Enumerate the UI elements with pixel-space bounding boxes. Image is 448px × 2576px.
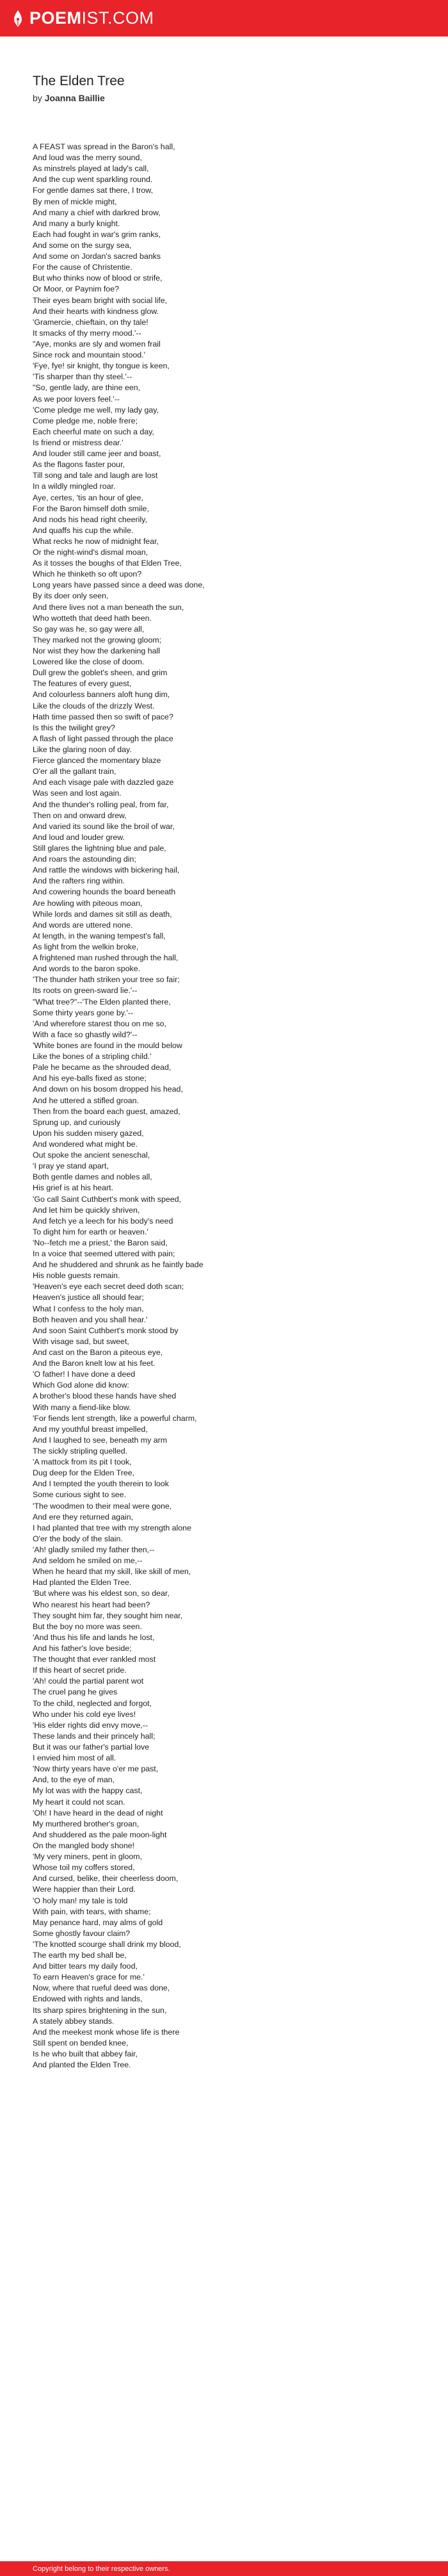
poem-line: 'The thunder hath striken your tree so fair; [33,975,180,985]
poem-body [33,142,417,2071]
poem-line: Were happier than their Lord. [33,1885,136,1894]
poem-line: Aye, certes, 'tis an hour of glee, [33,493,143,502]
poem-line: To earn Heaven's grace for me.' [33,1973,145,1982]
poem-line: For gentle dames sat there, I trow, [33,186,154,195]
poem-line: And words are uttered none. [33,920,133,930]
poem-line: 'His elder rights did envy move,-- [33,1720,148,1730]
poem-line: And the rafters ring within. [33,876,125,886]
poem-line: Are howling with piteous moan, [33,898,143,908]
poem-line: A stately abbey stands. [33,2016,115,2026]
poem-line: Then from the board each guest, amazed, [33,1106,180,1116]
poem-line: And cowering hounds the board beneath [33,887,176,897]
poem-line: 'Tis sharper than thy steel.'-- [33,372,132,382]
poem-line: Endowed with rights and lands, [33,1994,143,2004]
poem-line: The thought that ever rankled most [33,1655,156,1664]
poem-line: O'er the body of the slain. [33,1534,123,1543]
poem-line: For the Baron himself doth smile, [33,504,149,513]
poem-line: Out spoke the ancient seneschal, [33,1151,150,1160]
poem-line: And seldom he smiled on me,-- [33,1556,143,1566]
poem-line: And my youthful breast impelled, [33,1424,148,1434]
poem-line: A frightened man rushed through the hall, [33,953,179,963]
poem-line: 'Now thirty years have o'er me past, [33,1764,159,1774]
poem-line: Each had fought in war's grim ranks, [33,229,161,239]
poem-line: 'My very miners, pent in gloom, [33,1852,143,1862]
poem-line: To the child, neglected and forgot, [33,1698,152,1708]
poem-line: Who wotteth that deed hath been. [33,613,152,623]
poem-line: A FEAST was spread in the Baron's hall, [33,142,175,151]
poem-line: 'For fiends lent strength, like a powerful charm, [33,1413,197,1423]
poem-line: "Aye, monks are sly and women frail [33,339,161,349]
poem-line: And many a burly knight. [33,218,120,228]
pen-nib-icon[interactable] [12,10,24,28]
poem-line: When he heard that my skill, like skill of men, [33,1567,191,1577]
poem-line: Then on and onward drew, [33,810,127,820]
poem-line: What recks he now of midnight fear, [33,536,159,546]
poem-line: And wondered what might be. [33,1139,138,1149]
poem-line: And he shuddered and shrunk as he faintly bade [33,1260,204,1270]
poem-line: 'The knotted scourge shall drink my blood, [33,1939,181,1949]
poem-line: Both heaven and you shall hear.' [33,1315,148,1324]
poem-line: 'Fye, fye! sir knight, thy tongue is keen, [33,361,170,371]
logo-bold-text: POEM [29,8,82,28]
poem-line: And, to the eye of man, [33,1775,115,1785]
poem-line: Still glares the lightning blue and pale, [33,844,166,853]
poem-line: And nods his head right cheerily, [33,514,147,524]
poem-line: And I laughed to see, beneath my arm [33,1435,168,1445]
poem-line: And the thunder's rolling peal, from far, [33,800,169,809]
poem-line: And rattle the windows with bickering hail, [33,866,180,875]
poem-line: Is this the twilight grey? [33,723,115,732]
poem-line: May penance hard, may alms of gold [33,1917,163,1927]
poem-line: And some on the surgy sea, [33,240,132,250]
poem-line: Which he thinketh so oft upon? [33,570,142,579]
poem-line: Which God alone did know: [33,1381,129,1390]
poem-line: Was seen and lost again. [33,789,122,798]
poem-line: As the flagons faster pour, [33,460,125,470]
poem-line: As we poor lovers feel.'-- [33,394,120,404]
poem-line: And ere they returned again, [33,1512,134,1522]
poem-line: And his eye-balls fixed as stone; [33,1074,147,1083]
poem-line: To dight him for earth or heaven.' [33,1227,148,1236]
poem-line: Like the clouds of the drizzly West. [33,701,155,710]
poem-line: O'er all the gallant train, [33,767,116,776]
poem-line: "So, gentle lady, are thine een, [33,383,141,393]
poem-line: Some thirty years gone by.'-- [33,1008,134,1017]
poem-line: 'Ah! gladly smiled my father then,-- [33,1545,155,1554]
poem-line: Who under his cold eye lives! [33,1709,136,1719]
poem-line: 'And thus his life and lands he lost, [33,1632,155,1642]
poem-line: Is he who built that abbey fair, [33,2049,138,2059]
site-logo[interactable] [29,10,154,27]
poem-line: The features of every guest, [33,679,132,689]
poem-line: 'Go call Saint Cuthbert's monk with speed, [33,1194,182,1204]
poem-line: With a face so ghastly wild?'-- [33,1030,138,1039]
poem-line: On the mangled body shone! [33,1841,135,1850]
poem-line: Lowered like the close of doom. [33,657,145,667]
poem-line: They marked not the growing gloom; [33,635,162,644]
poem-line: "What tree?"--'The Elden planted there, [33,997,171,1006]
logo-light-text: IST.COM [81,8,154,28]
poem-line: As light from the welkin broke, [33,942,139,951]
poem-line: So gay was he, so gay were all, [33,624,145,634]
poem-line: And words to the baron spoke. [33,964,141,974]
poem-line: 'Gramercie, chieftain, on thy tale! [33,317,148,327]
poem-line: Upon his sudden misery gazed, [33,1128,144,1138]
poem-line: Still spent on bended knee, [33,2038,129,2047]
poem-line: Is friend or mistress dear.' [33,438,124,447]
poem-line: The cruel pang he gives [33,1687,118,1697]
poem-line: As minstrels played at lady's call, [33,164,149,174]
poem-line: While lords and dames sit still as death, [33,909,172,919]
poem-line: And cast on the Baron a piteous eye, [33,1348,163,1358]
poem-line: Some curious sight to see. [33,1490,127,1500]
poem-line: And down on his bosom dropped his head, [33,1085,183,1094]
poem-line: My murthered brother's groan, [33,1819,140,1828]
poem-line: 'Ah! could the partial parent wot [33,1677,144,1686]
poem-line: And the meekest monk whose life is there [33,2027,180,2037]
poem-line: And louder still came jeer and boast, [33,449,161,459]
by-label: by [33,93,42,103]
poem-line: Dug deep for the Elden Tree, [33,1468,135,1478]
poem-line: 'Heaven's eye each secret deed doth scan; [33,1282,184,1292]
poem-line: 'And wherefore starest thou on me so, [33,1019,166,1028]
poem-line: The sickly stripling quelled. [33,1447,128,1456]
poem-line: But the boy no more was seen. [33,1621,142,1631]
poem-line: I envied him most of all. [33,1753,116,1763]
poem-line: And his father's love beside; [33,1643,132,1653]
site-footer [0,2561,448,2576]
poem-line: Its roots on green-sward lie.'-- [33,986,138,996]
poem-line: Or the night-wind's dismal moan, [33,548,148,557]
poem-line: With many a fiend-like blow. [33,1402,131,1412]
poem-line: And many a chief with darkred brow, [33,208,161,217]
poem-line: I had planted that tree with my strength alone [33,1523,191,1532]
poem-line: And the Baron knelt low at his feet. [33,1359,156,1368]
poem-line: And there lives not a man beneath the sun, [33,602,184,612]
poem-line: His noble guests remain. [33,1271,120,1281]
poem-line: Sprung up, and curiously [33,1117,121,1127]
poem-line: In a voice that seemed uttered with pain; [33,1249,175,1259]
poem-line: Heaven's justice all should fear; [33,1293,144,1302]
poem-line: Nor wist they how the darkening hall [33,646,161,656]
poem-line: 'But where was his eldest son, so dear, [33,1589,170,1598]
poem-line: And some on Jordan's sacred banks [33,252,161,261]
poem-line: Both gentle dames and nobles all, [33,1172,152,1182]
copyright-text: Copyright belong to their respective owners. [33,2564,170,2573]
poem-line: They sought him far, they sought him near, [33,1611,183,1620]
poem-line: And colourless banners aloft hung dim, [33,690,170,700]
poem-line: 'White bones are found in the mould below [33,1040,182,1050]
poem-line: Like the bones of a stripling child.' [33,1052,152,1062]
byline [33,93,105,104]
poem-line: 'Oh! I have heard in the dead of night [33,1808,163,1817]
poem-line: Pale he became as the shrouded dead, [33,1063,172,1072]
poem-line: My lot was with the happy cast, [33,1786,143,1796]
poem-line: Like the glaring noon of day. [33,745,132,755]
poem-line: The earth my bed shall be, [33,1951,127,1960]
poem-line: In a wildly mingled roar. [33,482,116,491]
poem-line: Or Moor, or Paynim foe? [33,284,119,294]
poem-line: My heart it could not scan. [33,1797,125,1807]
poem-line: Hath time passed then so swift of pace? [33,712,173,721]
poem-line: But who thinks now of blood or strife, [33,274,163,283]
poem-line: By men of mickle might, [33,197,117,206]
poem-line: And each visage pale with dazzled gaze [33,778,174,787]
poem-line: Come pledge me, noble frere; [33,416,138,425]
poem-line: 'No--fetch me a priest,' the Baron said, [33,1238,168,1247]
poem-line: And the cup went sparkling round. [33,175,153,185]
poem-line: Its sharp spires brightening in the sun, [33,2005,167,2015]
poem-title: The Elden Tree [33,74,125,88]
poem-line: And loud was the merry sound, [33,153,142,163]
poem-line: As it tosses the boughs of that Elden Tree, [33,559,182,568]
site-header [0,0,448,37]
poem-line: It smacks of thy merry mood.'-- [33,328,141,338]
poem-line: And quaffs his cup the while. [33,525,134,535]
poem-line: Now, where that rueful deed was done, [33,1983,170,1993]
poem-line: Their eyes beam bright with social life, [33,295,168,305]
poem-line: But it was our father's partial love [33,1742,150,1752]
poem-line: And cursed, belike, their cheerless doom, [33,1874,179,1883]
poem-line: Whose toil my coffers stored, [33,1863,135,1873]
poem-line: For the cause of Christentie. [33,263,132,272]
poem-line: If this heart of secret pride. [33,1666,127,1675]
poem-line: Some ghostly favour claim? [33,1928,131,1938]
author-link[interactable]: Joanna Baillie [44,93,105,103]
poem-line: And roars the astounding din; [33,855,136,864]
poem-line: 'A mattock from its pit I took, [33,1457,132,1467]
poem-line: And their hearts with kindness glow. [33,306,159,316]
poem-line: And let him be quickly shriven, [33,1205,140,1215]
poem-line: 'The woodmen to their meal were gone, [33,1501,172,1511]
poem-line: What I confess to the holy man, [33,1304,144,1313]
poem-line: 'Come pledge me well, my lady gay, [33,405,159,414]
poem-line: And he uttered a stifled groan. [33,1095,140,1105]
poem-line: And shuddered as the pale moon-light [33,1830,167,1839]
poem-line: With pain, with tears, with shame; [33,1907,151,1916]
poem-line: Fierce glanced the momentary blaze [33,756,161,766]
poem-line: And varied its sound like the broil of war, [33,821,175,831]
poem-line: 'I pray ye stand apart, [33,1161,109,1171]
poem-line: A flash of light passed through the place [33,734,173,743]
poem-line: By its doer only seen, [33,591,109,601]
poem-line: And loud and louder grew. [33,832,125,842]
poem-line: With visage sad, but sweet, [33,1336,129,1346]
poem-line: Dull grew the goblet's sheen, and grim [33,668,168,678]
poem-line: 'O father! I have done a deed [33,1370,136,1379]
poem-line: These lands and their princely hall; [33,1731,156,1741]
poem-line: Till song and tale and laugh are lost [33,471,158,480]
poem-line: His grief is at his heart. [33,1183,114,1193]
poem-line: Who nearest his heart had been? [33,1600,150,1609]
poem-line: And fetch ye a leech for his body's need [33,1216,173,1226]
poem-line: 'O holy man! my tale is told [33,1896,128,1905]
poem-line: Each cheerful mate on such a day, [33,427,154,436]
poem-line: And I tempted the youth therein to look [33,1479,169,1489]
poem-line: At length, in the waning tempest's fall, [33,931,166,940]
poem-line: And bitter tears my daily food, [33,1962,138,1971]
poem-line: And planted the Elden Tree. [33,2060,131,2070]
poem-line: And soon Saint Cuthbert's monk stood by [33,1325,179,1335]
poem-line: Since rock and mountain stood.' [33,350,145,360]
poem-line: Long years have passed since a deed was done, [33,580,205,590]
poem-line: A brother's blood these hands have shed [33,1391,177,1401]
poem-line: Had planted the Elden Tree. [33,1578,132,1587]
